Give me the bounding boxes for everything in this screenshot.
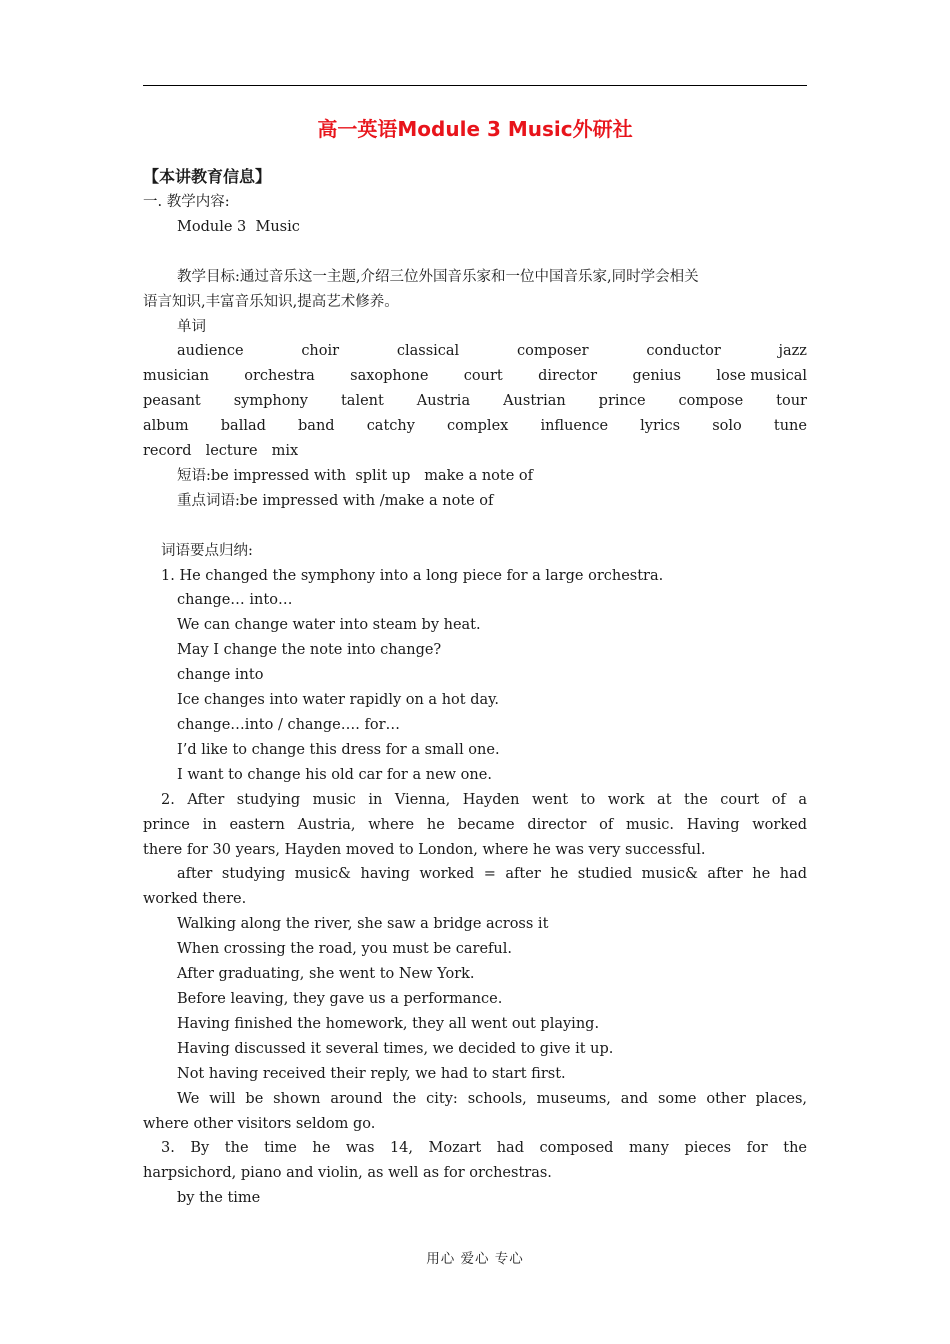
vocab-word: classical [396,343,460,360]
module-line: Module 3 Music [177,218,300,235]
vocab-word: influence [540,418,609,435]
item-2-line-c: there for 30 years, Hayden moved to London, where he was very successful. [143,841,706,858]
item-3-line-a: 3. By the time he was 14, Mozart had composed many pieces for the [161,1140,807,1157]
example-line: May I change the note into change? [177,642,442,659]
vocab-word: mix [271,443,299,460]
example-line: change…into / change…. for… [177,717,400,733]
vocab-word: musician [143,368,209,385]
vocab-word: saxophone [350,368,429,385]
item-2-example-b: where other visitors seldom go. [143,1115,376,1132]
document-body [143,114,807,1211]
vocab-label: 单词 [177,318,206,335]
vocab-word: Austria [416,393,471,410]
vocab-word: compose [678,393,744,410]
example-line: Ice changes into water rapidly on a hot day. [177,692,499,709]
vocab-word: symphony [233,393,308,410]
vocab-word: director [538,368,598,385]
example-line: Before leaving, they gave us a performance. [177,990,503,1007]
example-line: I’d like to change this dress for a small one. [177,741,500,758]
vocab-row-3 [143,389,807,414]
example-line: Having finished the homework, they all went out playing. [177,1015,600,1032]
vocab-word: lyrics [640,418,681,435]
item-3-by-the-time: by the time [177,1190,261,1207]
vocab-word: choir [301,343,340,360]
page-footer: 用心 爱心 专心 [426,1251,524,1267]
vocab-word: album [143,418,189,435]
teaching-content-label: 一. 教学内容: [143,194,230,210]
vocab-row-5 [143,439,807,464]
summary-label: 词语要点归纳: [161,542,253,559]
vocab-word: complex [447,418,509,435]
vocab-word: lose musical [716,368,807,385]
vocab-word: solo [712,418,742,435]
item-2-note-b: worked there. [143,891,247,908]
vocab-word: lecture [205,443,258,460]
vocab-word: jazz [778,343,807,360]
vocab-word: orchestra [244,368,315,385]
example-line: Not having received their reply, we had to start first. [177,1065,566,1082]
vocab-row-2 [143,364,807,389]
vocab-word: talent [340,393,384,410]
vocab-word: band [298,418,335,435]
vocab-word: record [143,443,192,460]
vocab-word: conductor [646,343,721,360]
vocab-row-4 [143,414,807,439]
vocab-word: tour [776,393,807,410]
vocab-word: composer [516,343,589,360]
page-title: 高一英语Module 3 Music外研社 [317,117,633,141]
objective-line-2: 语言知识,丰富音乐知识,提高艺术修养。 [143,293,399,310]
objective-line-1: 教学目标:通过音乐这一主题,介绍三位外国音乐家和一位中国音乐家,同时学会相关 [177,268,699,285]
item-2-line-a: 2. After studying music in Vienna, Hayden went to work at the court of a [161,791,807,808]
phrases-line: 短语:be impressed with split up make a note of [177,467,534,484]
item-1-sentence: 1. He changed the symphony into a long piece for a large orchestra. [161,567,664,584]
vocab-word: tune [773,418,807,435]
vocab-word: ballad [220,418,266,435]
item-2-example-a: We will be shown around the city: schools, museums, and some other places, [177,1090,807,1107]
vocab-word: prince [598,393,646,410]
example-line: change into [177,667,264,684]
vocab-word: catchy [366,418,415,435]
section-heading: 【本讲教育信息】 [143,167,272,186]
header-rule [143,85,807,86]
vocab-word: peasant [143,393,201,410]
item-3-line-b: harpsichord, piano and violin, as well as for orchestras. [143,1165,552,1182]
blank-line [143,514,807,539]
blank-line [143,240,807,265]
example-line: Having discussed it several times, we decided to give it up. [177,1040,614,1057]
example-line: When crossing the road, you must be careful. [177,941,513,958]
example-line: Walking along the river, she saw a bridge across it [177,916,549,933]
vocab-word: genius [632,368,682,385]
vocab-word: Austrian [503,393,566,410]
example-line: I want to change his old car for a new one. [177,766,492,783]
vocab-word: audience [177,343,244,360]
item-2-note-a: after studying music& having worked = after he studied music& after he had [177,866,807,883]
example-line: After graduating, she went to New York. [177,966,475,983]
vocab-word: court [463,368,503,385]
example-line: We can change water into steam by heat. [177,617,481,634]
key-phrases-line: 重点词语:be impressed with /make a note of [177,492,494,509]
item-2-line-b: prince in eastern Austria, where he became director of music. Having worked [143,816,807,833]
vocab-row-1 [143,339,807,364]
example-line: change… into… [177,592,293,609]
